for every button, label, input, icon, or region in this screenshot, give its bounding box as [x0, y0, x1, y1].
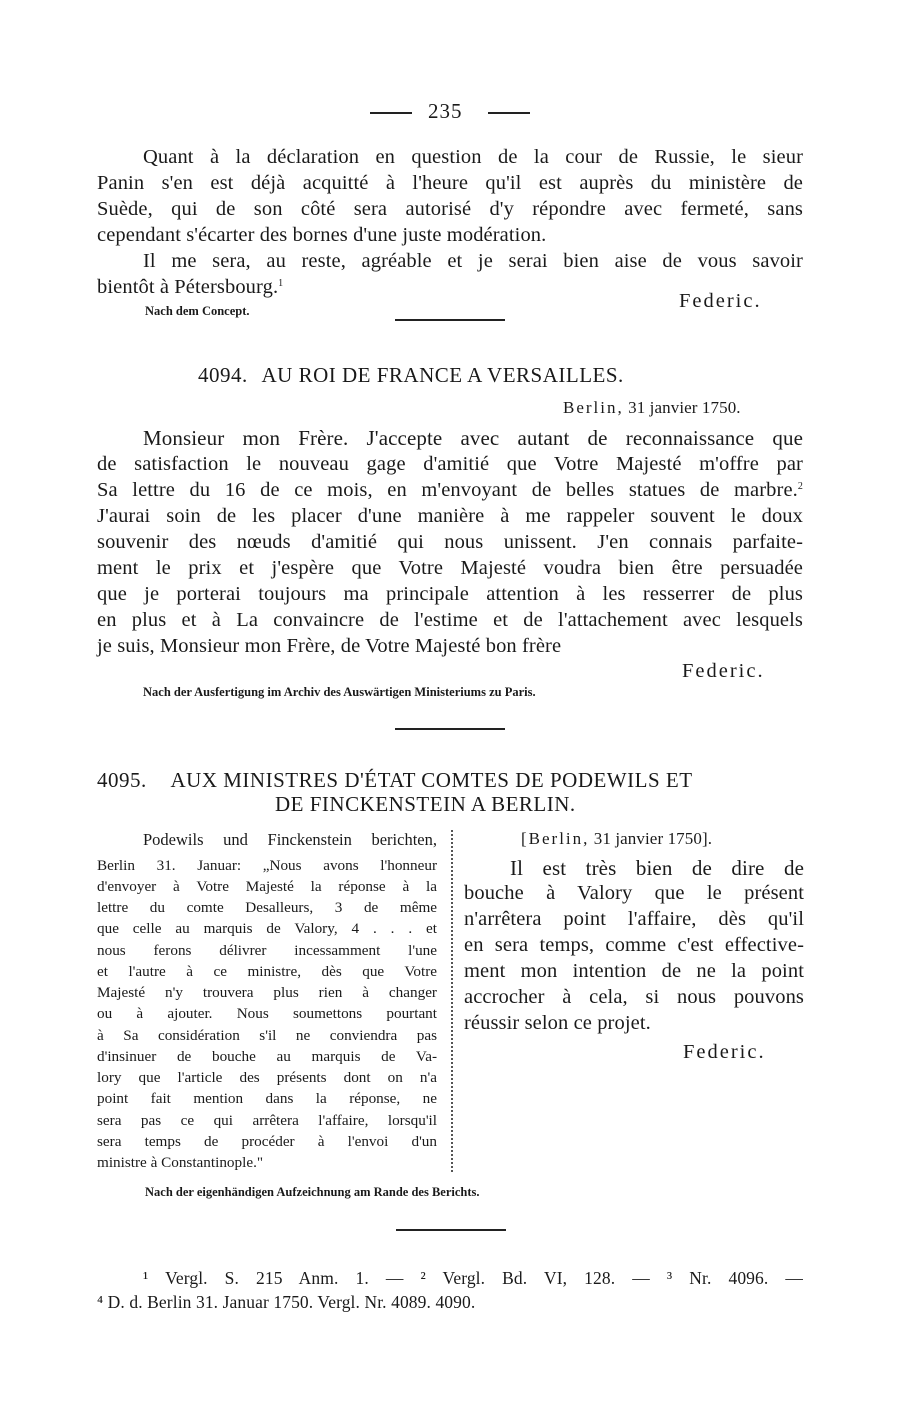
signature: Federic. — [682, 660, 765, 682]
report-line: sera temps de procéder à l'envoi d'un — [97, 1133, 437, 1150]
text-fragment: bientôt à Pétersbourg. — [97, 276, 279, 298]
report-line: ministre à Constantinople." — [97, 1154, 264, 1171]
text-line: de satisfaction le nouveau gage d'amitié que Votre Majesté m'offre par — [97, 453, 803, 475]
footnote-divider — [396, 1229, 506, 1231]
text-line: n'arrêtera point l'affaire, dès qu'il — [464, 908, 804, 930]
dateline — [563, 398, 741, 418]
letter-heading — [97, 768, 693, 793]
dateline-date: 31 janvier 1750. — [628, 398, 741, 417]
header-dash-left — [370, 112, 412, 114]
text-line: J'aurai soin de les placer d'une manière à me rappeler souvent le doux — [97, 505, 803, 527]
text-line: Il me sera, au reste, agréable et je serai bien aise de vous savoir — [143, 250, 803, 272]
header-dash-right — [488, 112, 530, 114]
report-line: lettre du comte Desalleurs, 3 de même — [97, 899, 437, 916]
text-line: Quant à la déclaration en question de la cour de Russie, le sieur — [143, 146, 803, 168]
dateline — [521, 829, 712, 849]
column-separator — [451, 830, 453, 1172]
text-line: en sera temps, comme c'est effective- — [464, 934, 804, 956]
letter-number: 4094. — [198, 363, 248, 387]
signature: Federic. — [679, 290, 762, 312]
report-line: Majesté n'y trouvera plus rien à changer — [97, 984, 437, 1001]
text-line: Il est très bien de dire de — [510, 856, 804, 880]
report-line: que celle au marquis de Valory, 4 . . . et — [97, 920, 437, 937]
dateline-place: Berlin, — [563, 398, 624, 417]
letter-number: 4095. — [97, 768, 147, 792]
letter-title: AUX MINISTRES D'ÉTAT COMTES DE PODEWILS ET — [170, 768, 693, 792]
dateline-place: [Berlin, — [521, 829, 590, 848]
source-note: Nach der Ausfertigung im Archiv des Auswärtigen Ministeriums zu Paris. — [143, 685, 536, 699]
text-line: en plus et à La convaincre de l'estime et de l'attachement avec lesquels — [97, 609, 803, 631]
letter-title: AU ROI DE FRANCE A VERSAILLES. — [261, 363, 624, 387]
text-line: Panin s'en est déjà acquitté à l'heure qu'il est auprès du ministère de — [97, 172, 803, 194]
dateline-date: 31 janvier 1750]. — [593, 829, 713, 848]
report-line: lory que l'article des présents dont on n'a — [97, 1069, 437, 1086]
text-line: cependant s'écarter des bornes d'une juste modération. — [97, 224, 547, 246]
text-line: réussir selon ce projet. — [464, 1012, 651, 1034]
report-line: à Sa considération s'il ne conviendra pas — [97, 1027, 437, 1044]
report-line: d'insinuer de bouche au marquis de Va- — [97, 1048, 437, 1065]
report-line: nous ferons délivrer incessamment l'une — [97, 942, 437, 959]
text-line — [97, 276, 283, 299]
letter-heading — [198, 363, 624, 388]
report-line: ou à ajouter. Nous soumettons pourtant — [97, 1005, 437, 1022]
report-line: sera pas ce qui arrêtera l'affaire, lorsqu'il — [97, 1112, 437, 1129]
text-line: souvenir des nœuds d'amitié qui nous unissent. J'en connais parfaite- — [97, 531, 803, 553]
section-divider — [395, 319, 505, 321]
report-line: Berlin 31. Januar: „Nous avons l'honneur — [97, 857, 437, 874]
letter-title-continued: DE FINCKENSTEIN A BERLIN. — [275, 792, 576, 816]
report-line: Podewils und Finckenstein berichten, — [143, 830, 437, 849]
page-number: 235 — [428, 99, 463, 123]
source-note: Nach der eigenhändigen Aufzeichnung am Rande des Berichts. — [145, 1185, 480, 1199]
report-line: et l'autre à ce ministre, dès que Votre — [97, 963, 437, 980]
text-line: ment mon intention de ne la point — [464, 960, 804, 982]
text-line: que je porterai toujours ma principale attention à les resserrer de plus — [97, 583, 803, 605]
report-line: point fait mention dans la réponse, ne — [97, 1090, 437, 1107]
text-line: bouche à Valory que le présent — [464, 882, 804, 904]
source-note: Nach dem Concept. — [145, 304, 250, 318]
text-line: ment le prix et j'espère que Votre Majesté voudra bien être persuadée — [97, 557, 803, 579]
text-line: je suis, Monsieur mon Frère, de Votre Majesté bon frère — [97, 635, 562, 657]
text-fragment: Sa lettre du 16 de ce mois, en m'envoyant de belles statues de marbre. — [97, 479, 798, 501]
footnote-line: ¹ Vergl. S. 215 Anm. 1. — ² Vergl. Bd. VI, 128. — ³ Nr. 4096. — — [143, 1268, 803, 1288]
text-line: Suède, qui de son côté sera autorisé d'y répondre avec fermeté, sans — [97, 198, 803, 220]
text-line: Monsieur mon Frère. J'accepte avec autant de reconnaissance que — [143, 426, 803, 450]
text-line — [97, 479, 803, 502]
signature: Federic. — [683, 1041, 766, 1063]
footnote-ref: 2 — [797, 481, 803, 492]
report-line: d'envoyer à Votre Majesté la réponse à la — [97, 878, 437, 895]
footnote-line: ⁴ D. d. Berlin 31. Januar 1750. Vergl. Nr. 4089. 4090. — [97, 1292, 476, 1312]
text-line: accrocher à cela, si nous pouvons — [464, 986, 804, 1008]
section-divider — [395, 728, 505, 730]
footnote-ref: 1 — [278, 278, 284, 289]
